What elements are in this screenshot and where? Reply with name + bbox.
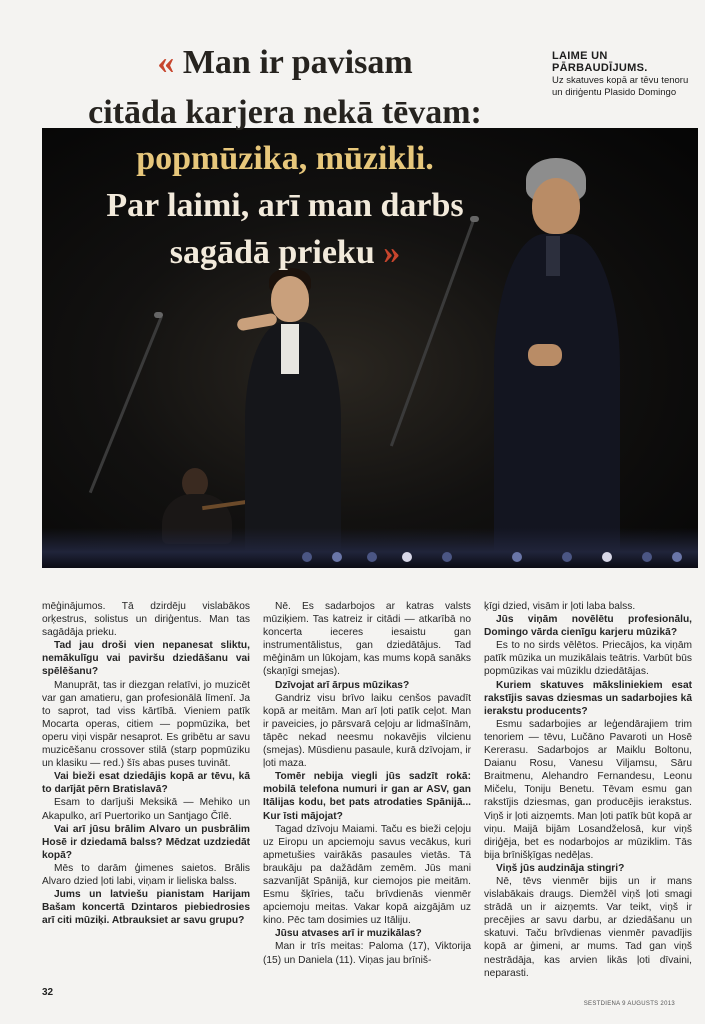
interview-answer: Es to no sirds vēlētos. Priecājos, ka viņām patīk mūzika un muzikālais teātris. Varbūt būs popmūzikas vai mūziklu dziedātājas. — [484, 640, 692, 678]
interview-question: Kuriem skatuves māksliniekiem esat rakstījis savas dziesmas un sadarbojies kā ierakstu producents? — [484, 679, 692, 717]
interview-question: Jums un latviešu pianistam Harijam Bašam koncertā Dzintaros piebiedrosies arī citi mūziķi. Atbrauksiet ar savu grupu? — [42, 889, 250, 927]
interview-answer: Mēs to darām ģimenes saietos. Brālis Alvaro dzied ļoti labi, viņam ir lieliska balss. — [42, 862, 250, 887]
text-column-3 — [484, 600, 692, 980]
close-quote-mark: » — [383, 234, 401, 271]
microphone-left — [154, 312, 163, 318]
text-column-2 — [263, 600, 471, 967]
headline-line-1: Man ir pavisam — [182, 44, 413, 81]
interview-question: Jūsu atvases arī ir muzikālas? — [275, 928, 422, 940]
interview-answer: Esam to darījuši Meksikā — Mehiko un Akapulko, arī Puertoriko un Santjago Čīlē. — [42, 797, 250, 822]
open-quote-mark: « — [157, 44, 175, 81]
pull-quote-photo — [60, 135, 510, 276]
interview-answer: Nē. Es sadarbojos ar katras valsts mūziķiem. Tas katreiz ir citādi — atkarībā no koncerta ieceres iesaistu gan instrumentālistus, gan dziedātājus. Tad mēģinām un lūkojam, kas mums kopā sanāks (skaņīgi smejas). — [263, 601, 471, 678]
stage-flowers — [42, 528, 698, 568]
headline-line-2: citāda karjera nekā tēvam: — [88, 94, 482, 131]
photo-caption — [552, 50, 692, 98]
headline-line-3: popmūzika, mūzikli. — [136, 140, 434, 177]
interview-question: Vai arī jūsu brālim Alvaro un pusbrālim Hosē ir dziedamā balss? Mēdzat uzdziedāt kopā? — [42, 823, 250, 861]
singer-placido-junior — [237, 268, 357, 568]
interview-question: Jūs viņām novēlētu profesionālu, Domingo vārda cienīgu karjeru mūzikā? — [484, 614, 692, 639]
page-number: 32 — [42, 987, 54, 998]
interview-question: Tomēr nebija viegli jūs sadzīt rokā: mobilā telefona numuri ir gan ar ASV, gan Itālijas kodu, bet pats atrodaties Spānijā... Kur īsti mājojat? — [263, 771, 471, 822]
interview-answer: Gandriz visu brīvo laiku cenšos pavadīt kopā ar meitām. Man arī ļoti patīk ceļot. Man ir paveicies, jo pārsvarā ceļoju ar lidmašīnām, tāpēc nekad neesmu nokavējis vilcienu (smejas). Mūsdienu pasaule, kurā dzīvojam, ir ļoti maza. — [263, 692, 471, 770]
headline-line-5: sagādā prieku — [169, 234, 375, 271]
headline-line-4: Par laimi, arī man darbs — [106, 187, 464, 224]
interview-answer: ķīgi dzied, visām ir ļoti laba balss. — [484, 601, 636, 612]
interview-question: Tad jau droši vien nepanesat sliktu, nemākulīgu vai paviršu dziedāšanu vai spēlēšanu? — [42, 640, 250, 678]
issue-info: SESTDIENA 9 AUGUSTS 2013 — [583, 1001, 675, 1007]
interview-question: Dzīvojat arī ārpus mūzikas? — [275, 679, 410, 691]
interview-answer: Man ir trīs meitas: Paloma (17), Viktorija (15) un Daniela (11). Viņas jau brīniš- — [263, 941, 471, 966]
caption-title: LAIME UN PĀRBAUDĪJUMS. — [552, 50, 648, 74]
interview-answer: Nē, tēvs vienmēr bijis un ir mans vislabākais draugs. Diemžēl viņš ļoti smagi strādā un ir aizņemts. Var teikt, viņš ir precējies ar savu darbu, ar dziedāšanu un skatuvi. Taču brīvdienas vienmēr pavadījis kopā ar ģimeni, ar mums. Tad gan viņš nestrādāja, kas arvien likās ļoti dīvaini, neparasti. — [484, 875, 692, 979]
pull-quote-top — [60, 38, 510, 138]
text-column-1 — [42, 600, 250, 927]
interview-answer: Esmu sadarbojies ar leģendārajiem trim tenoriem — tēvu, Lučāno Pavaroti un Hosē Kererasu. Sadarbojos ar Maiklu Boltonu, Daianu Rosu, Vanesu Viljamsu, Sāru Braitmenu, Alehandro Fernandesu, Leonu Mičelu, Toniju Benetu. Tēvam esmu gan rakstījis dziesmas, gan producējis ierakstus. Viņš ir ļoti aizņemts. Man ļoti patīk būt kopā ar viņu. Maijā bijām Losandželosā, kur viņš diriģēja, bet es nodarbojos ar mūziklim. Tās bija brīnišķīgas nedēļas. — [484, 718, 692, 861]
interview-answer: Manuprāt, tas ir diezgan relatīvi, jo muzicēt var gan amatieru, gan profesionālā līmenī. Ja to saprot, tad viss kārtībā. Vieniem patīk Mocarta operas, citiem — popmūzika, bet operu viņi vispār nesaprot. Es gribētu ar savu muzicēšanu crossover stilā (starp popmūziku un klasiku — red.) šīs abas puses tuvināt. — [42, 679, 250, 770]
interview-answer: Tagad dzīvoju Maiami. Taču es bieži ceļoju uz Eiropu un apciemoju savus vecākus, kuri apmetušies vairākās pasaules vietās. Tā braukāju pa dažādām zemēm. Jūs mani sazvanījāt Spānijā, kur ciemojos pie meitām. Esmu šķīries, taču brīvdienās vienmēr apciemoju meitas. Vakar kopā aizgājām uz kino. Pēc tam dosimies uz Itāliju. — [263, 823, 471, 927]
interview-question: Vai bieži esat dziedājis kopā ar tēvu, kā to darījāt pērn Bratislavā? — [42, 771, 250, 796]
interview-answer: mēģinājumos. Tā dzirdēju vislabākos orķestrus, solistus un diriģentus. Man tas sagādāja prieku. — [42, 601, 250, 639]
interview-question: Viņš jūs audzināja stingri? — [496, 862, 625, 874]
caption-text: Uz skatuves kopā ar tēvu tenoru un diriģentu Plasido Domingo — [552, 75, 689, 98]
